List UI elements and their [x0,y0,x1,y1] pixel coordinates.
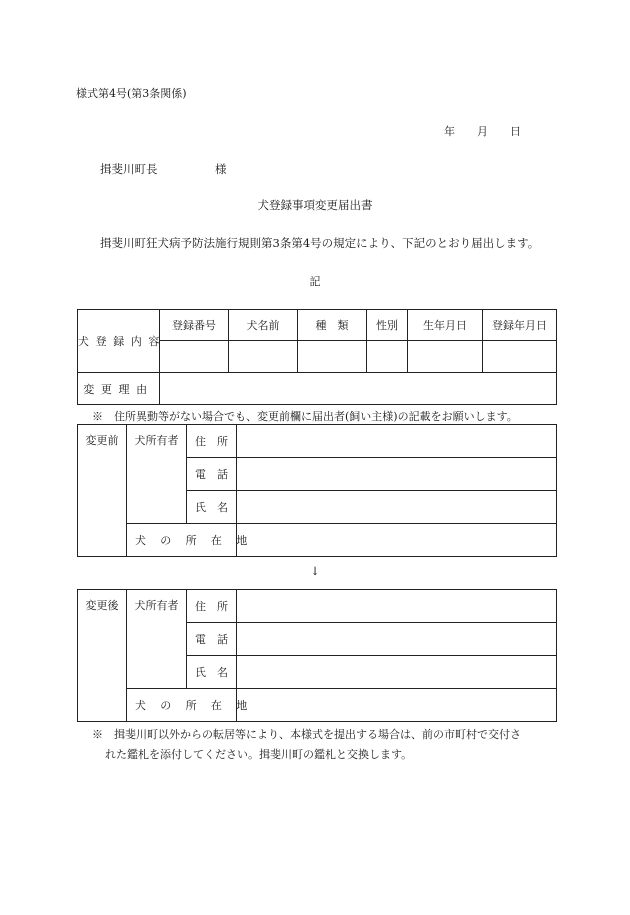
after-phone-label: 電 話 [187,623,237,656]
after-address-field[interactable] [237,590,557,623]
addressee: 揖斐川町長 様 [100,162,227,176]
after-location-field[interactable] [237,689,557,722]
before-name-field[interactable] [237,491,557,524]
after-address-label: 住 所 [187,590,237,623]
before-name-label: 氏 名 [187,491,237,524]
before-owner-label: 犬所有者 [127,425,187,524]
before-address-label: 住 所 [187,425,237,458]
header-birth-date: 生年月日 [408,310,483,341]
note-1: ※ 住所異動等がない場合でも、変更前欄に届出者(飼い主様)の記載をお願いします。 [92,410,518,423]
arrow-down-icon: ↓ [310,564,320,578]
after-name-field[interactable] [237,656,557,689]
before-phone-field[interactable] [237,458,557,491]
registration-row-label: 犬登録内容 [78,310,160,373]
after-table [77,589,557,722]
note-2-line-1: ※ 揖斐川町以外からの転居等により、本様式を提出する場合は、前の市町村で交付さ [92,728,521,741]
form-title: 犬登録事項変更届出書 [257,198,373,212]
after-label: 変更後 [78,590,127,722]
ki-label: 記 [309,275,321,288]
registration-table [77,309,557,405]
reason-cell[interactable] [160,373,557,405]
note-2-line-2: れた鑑札を添付してください。揖斐川町の鑑札と交換します。 [105,748,413,761]
header-breed: 種 類 [298,310,367,341]
header-registration-number: 登録番号 [160,310,229,341]
before-address-field[interactable] [237,425,557,458]
registration-date-cell[interactable] [483,341,557,373]
breed-cell[interactable] [298,341,367,373]
after-name-label: 氏 名 [187,656,237,689]
birth-date-cell[interactable] [408,341,483,373]
after-phone-field[interactable] [237,623,557,656]
dog-name-cell[interactable] [229,341,298,373]
registration-number-cell[interactable] [160,341,229,373]
header-dog-name: 犬名前 [229,310,298,341]
before-location-label: 犬の所在地 [127,524,237,557]
intro-text: 揖斐川町狂犬病予防法施行規則第3条第4号の規定により、下記のとおり届出します。 [100,236,540,250]
before-table [77,424,557,557]
header-sex: 性別 [367,310,408,341]
after-location-label: 犬の所在地 [127,689,237,722]
before-location-field[interactable] [237,524,557,557]
reason-label: 変更理由 [78,373,160,405]
before-phone-label: 電 話 [187,458,237,491]
after-owner-label: 犬所有者 [127,590,187,689]
form-number: 様式第4号(第3条関係) [76,87,187,100]
date-line: 年 月 日 [444,125,521,138]
sex-cell[interactable] [367,341,408,373]
before-label: 変更前 [78,425,127,557]
header-registration-date: 登録年月日 [483,310,557,341]
